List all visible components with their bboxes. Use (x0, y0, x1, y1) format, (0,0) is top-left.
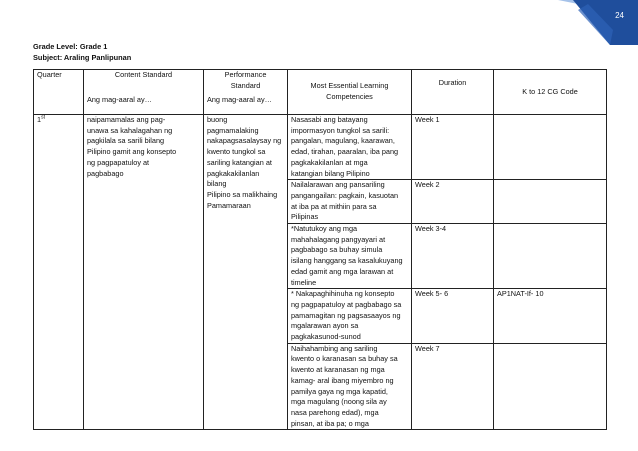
duration-cell: Week 1 (412, 115, 494, 180)
text-line: isilang hanggang sa kasalukuyang (291, 256, 403, 266)
cg-code-cell (494, 224, 607, 289)
text-line: pagkilala sa sarili bilang (87, 136, 165, 146)
text-line: Pilipino gamit ang konsepto (87, 147, 177, 157)
text-line: kwento tungkol sa (207, 147, 266, 157)
text-line: * Nakapaghihinuha ng konsepto (291, 289, 395, 299)
duration-cell: Week 3-4 (412, 224, 494, 289)
text-line: buong (207, 115, 228, 124)
page-number: 24 (615, 11, 624, 20)
duration-cell: Week 2 (412, 180, 494, 224)
text-line: pinsan, at iba pa; o mga (291, 418, 369, 428)
header-performance-standard: Performance Standard Ang mag-aaral ay… (204, 70, 288, 115)
cg-code-cell: AP1NAT-If- 10 (494, 289, 607, 344)
text-line: pagkakasunod-sunod (291, 332, 361, 342)
competency-cell (288, 115, 412, 180)
grade-level: Grade Level: Grade 1 (33, 42, 108, 51)
text-line: Nailalarawan ang pansariling (291, 180, 385, 190)
text-line: pagkakakilanlan at mga (291, 157, 368, 167)
text-line: ng pagpapatuloy at pagbabago sa (291, 299, 402, 309)
text-line: nasa parehong edad), mga (291, 407, 379, 417)
text-line: pamilya gaya ng mga kapatid, (291, 386, 388, 396)
text-line: kwento at karanasan ng mga (291, 365, 385, 375)
duration-cell: Week 7 (412, 343, 494, 430)
text-line: Pamamaraan (207, 200, 251, 210)
content-standard-cell (84, 115, 204, 430)
curriculum-table (33, 69, 607, 430)
header-row (34, 70, 607, 115)
text-line: bilang (207, 179, 227, 189)
header-duration: Duration (412, 70, 494, 115)
text-line: pagbabago (87, 168, 124, 178)
text-line: mahahalagang pangyayari at (291, 234, 386, 244)
text-line: unawa sa kahalagahan ng (87, 125, 173, 135)
content-standard-sub: Ang mag-aaral ay… (87, 95, 152, 105)
corner-decoration (518, 0, 638, 45)
text-line: pagbabago sa buhay simula (291, 245, 383, 255)
text-line: kamag- aral ibang miyembro ng (291, 375, 394, 385)
duration-cell: Week 5- 6 (412, 289, 494, 344)
text-line: *Natutukoy ang mga (291, 224, 358, 234)
text-line: katangian bilang Pilipino (291, 168, 370, 178)
text-line: mgalarawan ayon sa (291, 321, 359, 331)
header-content-standard: Content Standard Ang mag-aaral ay… (84, 70, 204, 115)
text-line: kwento o karanasan sa buhay sa (291, 354, 398, 364)
text-line: edad gamit ang mga larawan at (291, 266, 394, 276)
text-line: ng pagpapatuloy at (87, 157, 150, 167)
text-line: sariling katangian at (207, 157, 272, 167)
cg-code-cell (494, 115, 607, 180)
text-line: Naihahambing ang sariling (291, 343, 378, 353)
competency-cell (288, 343, 412, 430)
text-line: timeline (291, 277, 317, 287)
text-line: naipamamalas ang pag- (87, 115, 166, 124)
header-quarter: Quarter (34, 70, 84, 115)
text-line: Pilipino sa malikhaing (207, 189, 278, 199)
quarter-cell: 1st (34, 115, 84, 430)
text-line: edad, tirahan, paaralan, iba pang (291, 147, 399, 157)
cg-code-cell (494, 180, 607, 224)
text-line: Nasasabi ang batayang (291, 115, 368, 124)
performance-standard-sub: Ang mag-aaral ay… (207, 95, 272, 105)
text-line: pangangailan: pagkain, kasuotan (291, 190, 399, 200)
performance-standard-cell (204, 115, 288, 430)
header-melc: Most Essential Learning Competencies (288, 70, 412, 115)
text-line: nakapagsasalaysay ng (207, 136, 282, 146)
text-line: pagmamalaking (207, 125, 259, 135)
table-row (34, 115, 607, 180)
text-line: pamamagitan ng pagsasaayos ng (291, 310, 401, 320)
text-line: pagkakakilanlan (207, 168, 260, 178)
competency-cell (288, 224, 412, 289)
text-line: mga magulang (noong sila ay (291, 397, 387, 407)
cg-code-cell (494, 343, 607, 430)
competency-cell (288, 289, 412, 344)
text-line: pangalan, magulang, kaarawan, (291, 136, 395, 146)
subject: Subject: Araling Panlipunan (33, 53, 132, 62)
text-line: impormasyon tungkol sa sarili: (291, 125, 390, 135)
text-line: Pilipinas (291, 212, 319, 222)
competency-cell (288, 180, 412, 224)
header-cg-code: K to 12 CG Code (494, 70, 607, 115)
text-line: at iba pa at mithiin para sa (291, 201, 377, 211)
